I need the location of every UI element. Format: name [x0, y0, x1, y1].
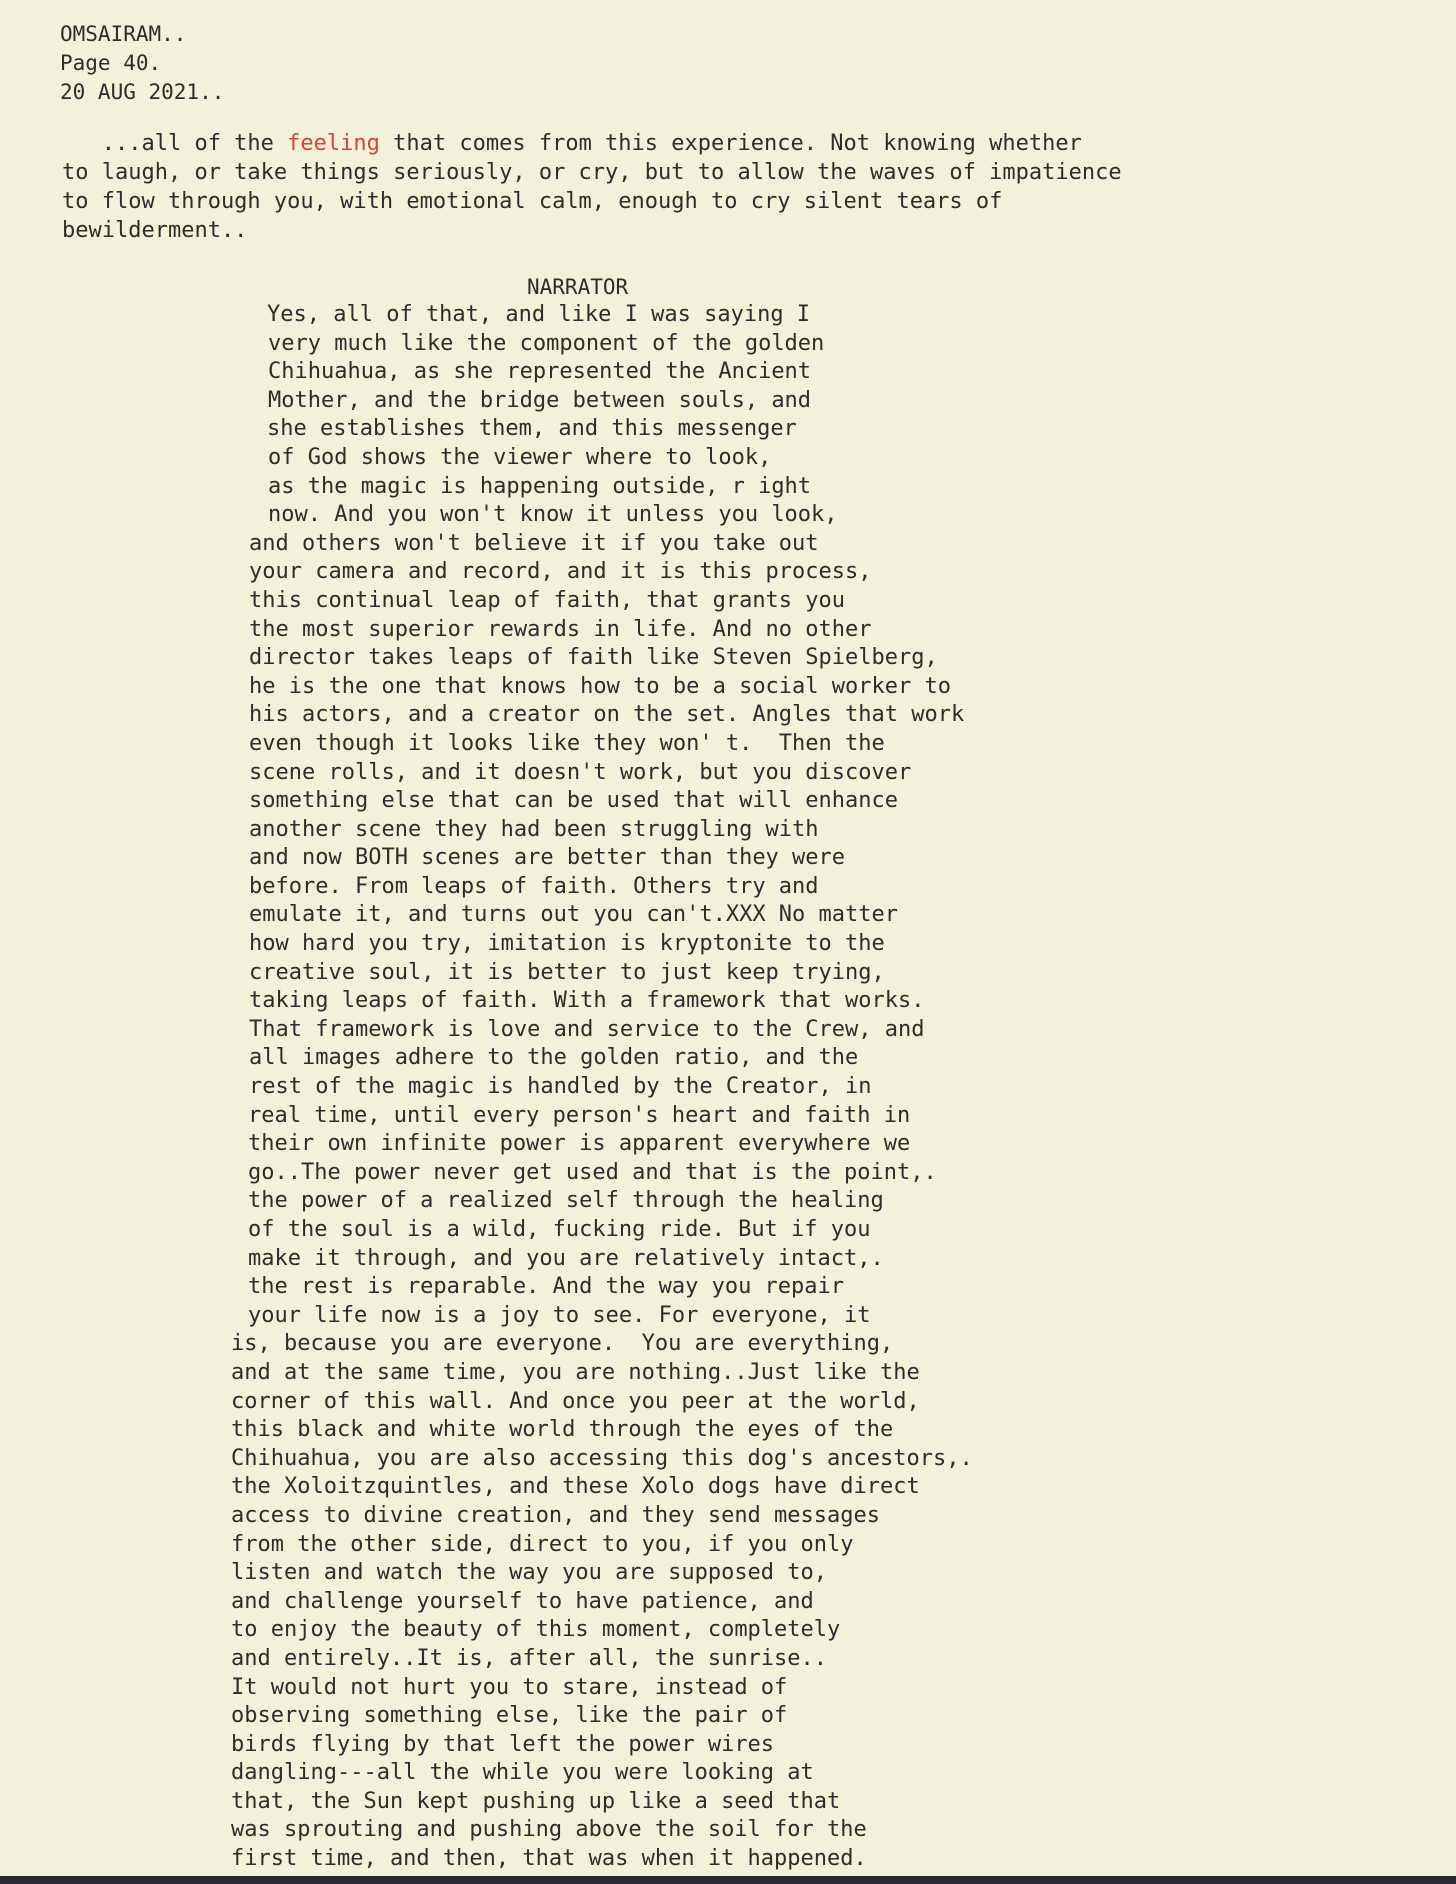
narration-line: their own infinite power is apparent everywhere we — [248, 1131, 911, 1157]
narration-line: your life now is a joy to see. For everyone, it — [248, 1302, 871, 1328]
narration-line: scene rolls, and it doesn't work, but you discover — [249, 759, 912, 785]
header-date: 20 AUG 2021.. — [60, 80, 225, 104]
narration-line: listen and watch the way you are supposed to, — [231, 1560, 828, 1586]
narration-line: and others won't believe it if you take out — [249, 530, 819, 556]
narration-line: now. And you won't know it unless you look, — [268, 502, 838, 528]
header-line-omsairam: OMSAIRAM.. — [60, 22, 187, 46]
narration-line: It would not hurt you to stare, instead of — [231, 1674, 788, 1700]
narration-line: before. From leaps of faith. Others try and — [249, 873, 819, 899]
narration-line: make it through, and you are relatively intact,. — [248, 1245, 884, 1271]
speaker-heading: NARRATOR — [527, 275, 629, 299]
narration-line: very much like the component of the golden — [268, 330, 825, 356]
narration-line: taking leaps of faith. With a framework that works. — [249, 988, 925, 1014]
narration-line: and now BOTH scenes are better than they were — [249, 845, 846, 871]
narration-line: and at the same time, you are nothing..Just like the — [231, 1359, 920, 1385]
narration-line: of God shows the viewer where to look, — [268, 444, 772, 470]
intro-paragraph — [62, 129, 1122, 245]
narration-line: first time, and then, that was when it happened. — [231, 1846, 867, 1872]
highlighted-word-feeling: feeling — [287, 131, 380, 156]
narration-line: birds flying by that left the power wires — [231, 1731, 775, 1757]
intro-line-1-end: that comes from this experience. Not knowing whether — [379, 131, 1082, 156]
narration-line: creative soul, it is better to just keep trying, — [249, 959, 885, 985]
narration-line: corner of this wall. And once you peer at the world, — [231, 1388, 920, 1414]
narration-line: how hard you try, imitation is kryptonite to the — [249, 931, 885, 957]
narration-line: Chihuahua, as she represented the Ancient — [268, 359, 812, 385]
intro-line-2: to laugh, or take things seriously, or cry, but to allow the waves of impatience — [62, 160, 1122, 185]
narration-line: the power of a realized self through the healing — [248, 1188, 884, 1214]
narration-line: observing something else, like the pair of — [231, 1703, 788, 1729]
narration-line: the Xoloitzquintles, and these Xolo dogs have direct — [231, 1474, 920, 1500]
narration-line: another scene they had been struggling with — [249, 816, 819, 842]
narration-line: access to divine creation, and they send messages — [231, 1502, 881, 1528]
narration-line: something else that can be used that will enhance — [249, 788, 899, 814]
narration-line: of the soul is a wild, fucking ride. But if you — [248, 1217, 871, 1242]
narration-line: your camera and record, and it is this process, — [249, 559, 872, 585]
narration-line: the most superior rewards in life. And no other — [249, 616, 872, 642]
narration-line: this continual leap of faith, that grants you — [249, 587, 846, 613]
intro-line-4: bewilderment.. — [62, 218, 248, 243]
narration-line: this black and white world through the eyes of the — [231, 1417, 894, 1443]
narration-line: the rest is reparable. And the way you repair — [248, 1274, 845, 1300]
bottom-edge — [0, 1876, 1456, 1884]
narration-line: was sprouting and pushing above the soil for the — [231, 1817, 867, 1843]
header-page-number: Page 40. — [60, 51, 162, 75]
narration-line: to enjoy the beauty of this moment, completely — [231, 1617, 841, 1643]
narration-line: Mother, and the bridge between souls, and — [268, 387, 812, 413]
narration-line: director takes leaps of faith like Steven Spielberg, — [249, 645, 938, 671]
narration-line: is, because you are everyone. You are everything, — [231, 1331, 894, 1357]
narration-line: Yes, all of that, and like I was saying I — [267, 302, 811, 327]
narration-line: rest of the magic is handled by the Creator, in — [249, 1074, 872, 1100]
narration-line: emulate it, and turns out you can't.XXX No matter — [249, 902, 899, 928]
intro-line-1-start: ...all of the — [62, 131, 288, 156]
narration-line: go..The power never get used and that is the point,. — [248, 1159, 937, 1185]
narration-line: and entirely..It is, after all, the sunrise.. — [231, 1645, 828, 1671]
narration-line: he is the one that knows how to be a social worker to — [249, 673, 951, 699]
narration-line: all images adhere to the golden ratio, and the — [249, 1045, 859, 1071]
narration-line: his actors, and a creator on the set. Angles that work — [249, 702, 965, 728]
intro-line-3: to flow through you, with emotional calm, enough to cry silent tears of — [62, 189, 1003, 214]
page-header — [60, 20, 224, 107]
narration-line: as the magic is happening outside, r ight — [268, 473, 812, 499]
narration-line: she establishes them, and this messenger — [267, 416, 797, 442]
narration-block — [0, 301, 973, 1874]
narration-line: Chihuahua, you are also accessing this dog's ancestors,. — [231, 1445, 973, 1471]
narration-line: from the other side, direct to you, if you only — [231, 1531, 854, 1557]
narration-line: even though it looks like they won' t. Then the — [249, 730, 885, 756]
narration-line: dangling---all the while you were looking at — [231, 1760, 814, 1786]
narration-line: real time, until every person's heart and faith in — [248, 1102, 911, 1128]
narration-line: That framework is love and service to the Crew, and — [249, 1016, 925, 1042]
narration-line: and challenge yourself to have patience, and — [231, 1588, 814, 1614]
intro-line-1 — [62, 129, 1122, 158]
narration-line: that, the Sun kept pushing up like a seed that — [231, 1788, 841, 1814]
